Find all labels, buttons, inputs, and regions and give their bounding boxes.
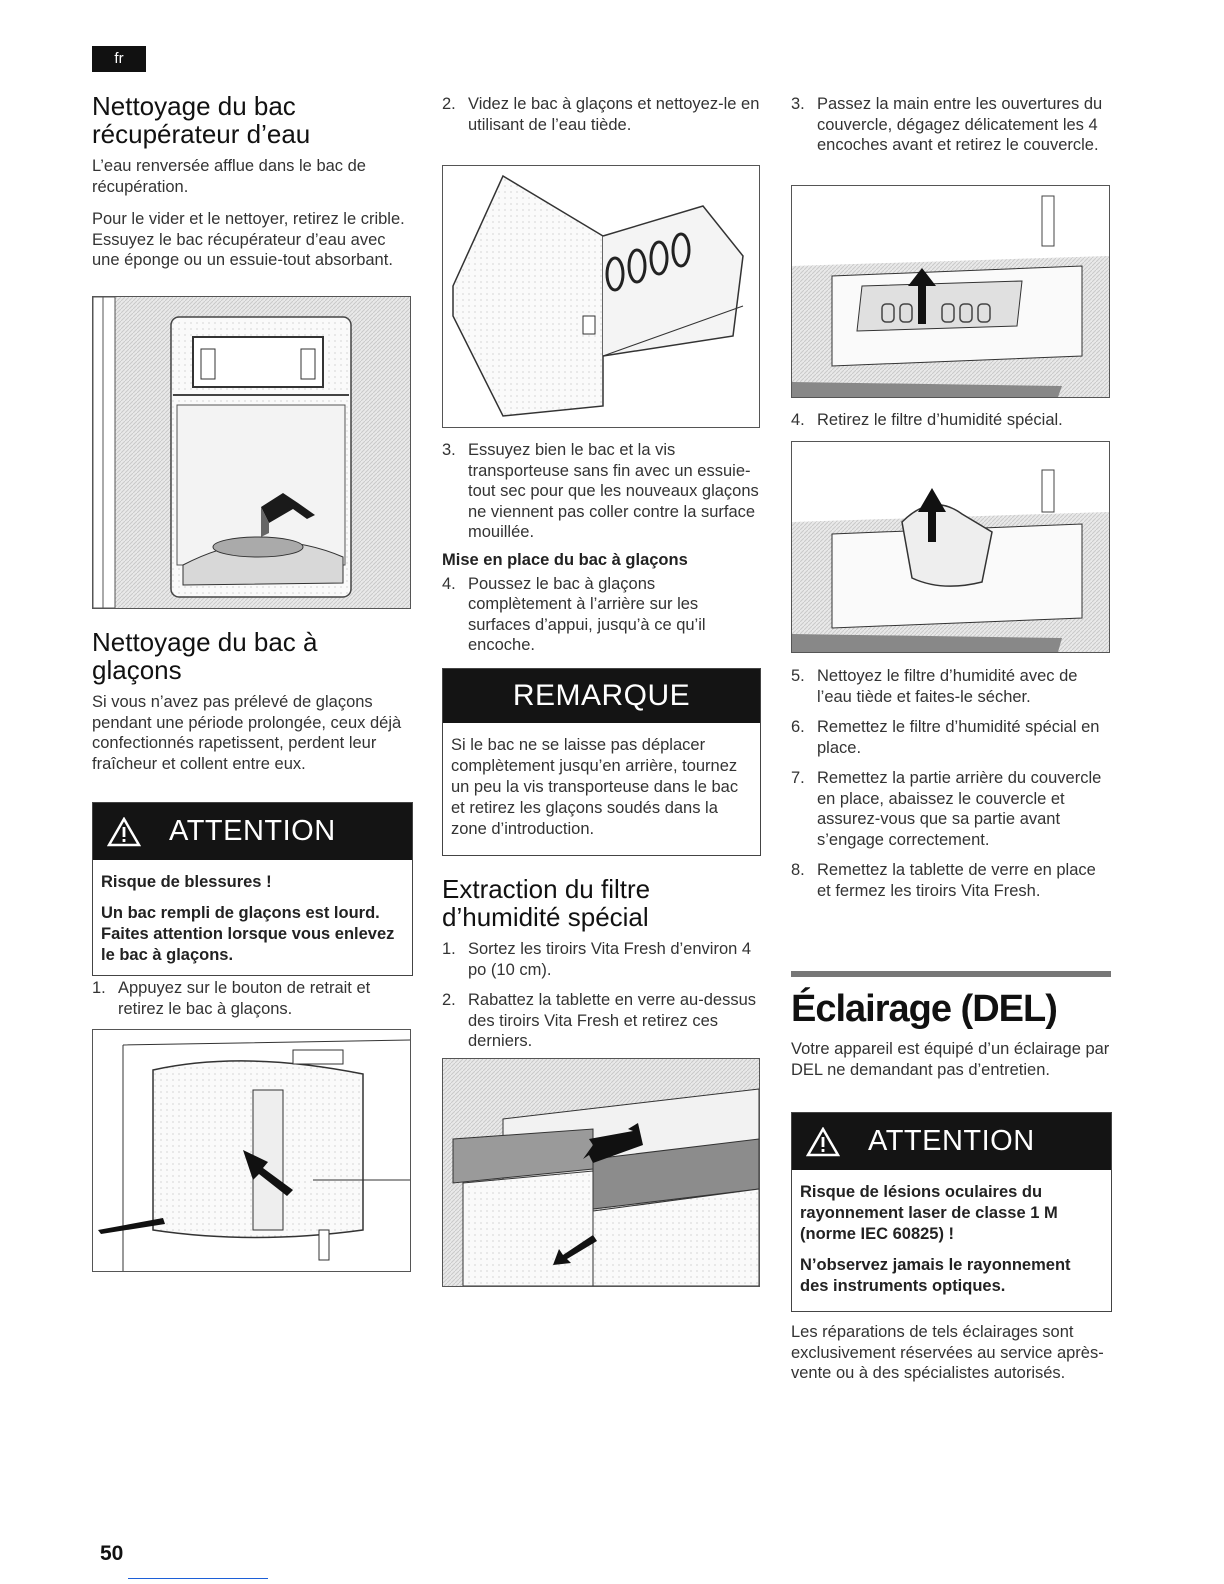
figure-filter-removal — [791, 441, 1110, 653]
column-3 — [791, 94, 1111, 166]
warning-title: ATTENTION — [169, 815, 336, 847]
column-3-steps — [791, 666, 1111, 911]
paragraph-water-tray-2: Pour le vider et le nettoyer, retirez le crible. Essuyez le bac récupérateur d’eau avec une éponge ou un essuie-tout absorbant. — [92, 210, 405, 269]
warning-bar — [792, 1113, 1111, 1170]
column-2 — [442, 94, 760, 145]
subheading-ice-tray-install: Mise en place du bac à glaçons — [442, 550, 688, 569]
list-item: 1. Sortez les tiroirs Vita Fresh d’environ 4 po (10 cm). — [442, 940, 752, 979]
column-1 — [92, 92, 412, 283]
figure-ice-tray-removal — [92, 1029, 411, 1272]
column-3-step4 — [791, 410, 1111, 441]
heading-led-lighting: Éclairage (DEL) — [791, 988, 1057, 1030]
list-item: 8. Remettez la tablette de verre en place et fermez les tiroirs Vita Fresh. — [791, 861, 1096, 900]
warning-box-laser — [791, 1112, 1112, 1312]
language-tab: fr — [92, 46, 146, 72]
list-item: 3. Passez la main entre les ouvertures du couvercle, dégagez délicatement les 4 encoches avant et retirez le couvercle. — [791, 95, 1103, 154]
heading-ice-tray: Nettoyage du bac à glaçons — [92, 627, 318, 685]
warning-line-2: Un bac rempli de glaçons est lourd. Faites attention lorsque vous enlevez le bac à glaçons. — [101, 904, 395, 964]
heading-water-tray: Nettoyage du bac récupérateur d’eau — [92, 91, 311, 149]
note-title: REMARQUE — [443, 669, 760, 723]
warning-line-1: Risque de blessures ! — [101, 873, 272, 891]
warning-line-1: Risque de lésions oculaires du rayonnement laser de classe 1 M (norme IEC 60825) ! — [800, 1183, 1058, 1243]
paragraph-water-tray-1: L’eau renversée afflue dans le bac de récupération. — [92, 157, 366, 196]
list-item: 4. Retirez le filtre d’humidité spécial. — [791, 411, 1063, 429]
warning-line-2: N’observez jamais le rayonnement des instruments optiques. — [800, 1256, 1071, 1295]
warning-triangle-icon — [806, 1127, 840, 1157]
warning-bar — [93, 803, 412, 860]
warning-title: ATTENTION — [868, 1125, 1035, 1157]
footer-line — [128, 1578, 268, 1579]
figure-dispenser — [92, 296, 411, 609]
paragraph-repair: Les réparations de tels éclairages sont exclusivement réservées au service après-vente ou à des spécialistes autorisés. — [791, 1323, 1104, 1382]
column-1-steps — [92, 978, 412, 1029]
figure-ice-bin — [442, 165, 760, 428]
column-3-led — [791, 988, 1111, 1092]
note-text: Si le bac ne se laisse pas déplacer complètement jusqu’en arrière, tournez un peu la vis transporteuse dans le bac et retirez les glaçons soudés dans la zone d’introduction. — [451, 736, 739, 838]
warning-triangle-icon — [107, 817, 141, 847]
list-item: 7. Remettez la partie arrière du couvercle en place, abaissez le couvercle et assurez-vous que sa partie avant s’engage correctement. — [791, 769, 1102, 849]
column-3-repair — [791, 1322, 1111, 1396]
paragraph-led: Votre appareil est équipé d’un éclairage par DEL ne demandant pas d’entretien. — [791, 1040, 1110, 1079]
list-item: 2. Videz le bac à glaçons et nettoyez-le en utilisant de l’eau tiède. — [442, 95, 760, 134]
column-2-filter — [442, 875, 760, 1062]
section-divider — [791, 971, 1111, 977]
list-item: 6. Remettez le filtre d’humidité spécial en place. — [791, 718, 1100, 757]
list-item: 5. Nettoyez le filtre d’humidité avec de l’eau tiède et faites-le sécher. — [791, 667, 1078, 706]
warning-box-ice — [92, 802, 413, 976]
list-item: 3. Essuyez bien le bac et la vis transporteuse sans fin avec un essuie-tout sec pour que les nouveaux glaçons ne viennent pas coller contre la surface mouillée. — [442, 441, 759, 541]
column-1-ice — [92, 628, 412, 786]
figure-vita-fresh-drawers — [442, 1058, 760, 1287]
list-item: 1. Appuyez sur le bouton de retrait et retirez le bac à glaçons. — [92, 979, 371, 1018]
heading-filter-extraction: Extraction du filtre d’humidité spécial — [442, 874, 651, 932]
list-item: 2. Rabattez la tablette en verre au-dessus des tiroirs Vita Fresh et retirez ces derniers. — [442, 991, 757, 1050]
paragraph-ice-tray: Si vous n’avez pas prélevé de glaçons pendant une période prolongée, ceux déjà confectionnés rapetissent, perdent leur fraîcheur et collent entre eux. — [92, 693, 402, 773]
column-2-mid — [442, 440, 760, 666]
list-item: 4. Poussez le bac à glaçons complètement à l’arrière sur les surfaces d’appui, jusqu’à ce qu’il encoche. — [442, 574, 706, 654]
page-number: 50 — [100, 1542, 124, 1565]
figure-cover-removal — [791, 185, 1110, 398]
note-box — [442, 668, 761, 856]
